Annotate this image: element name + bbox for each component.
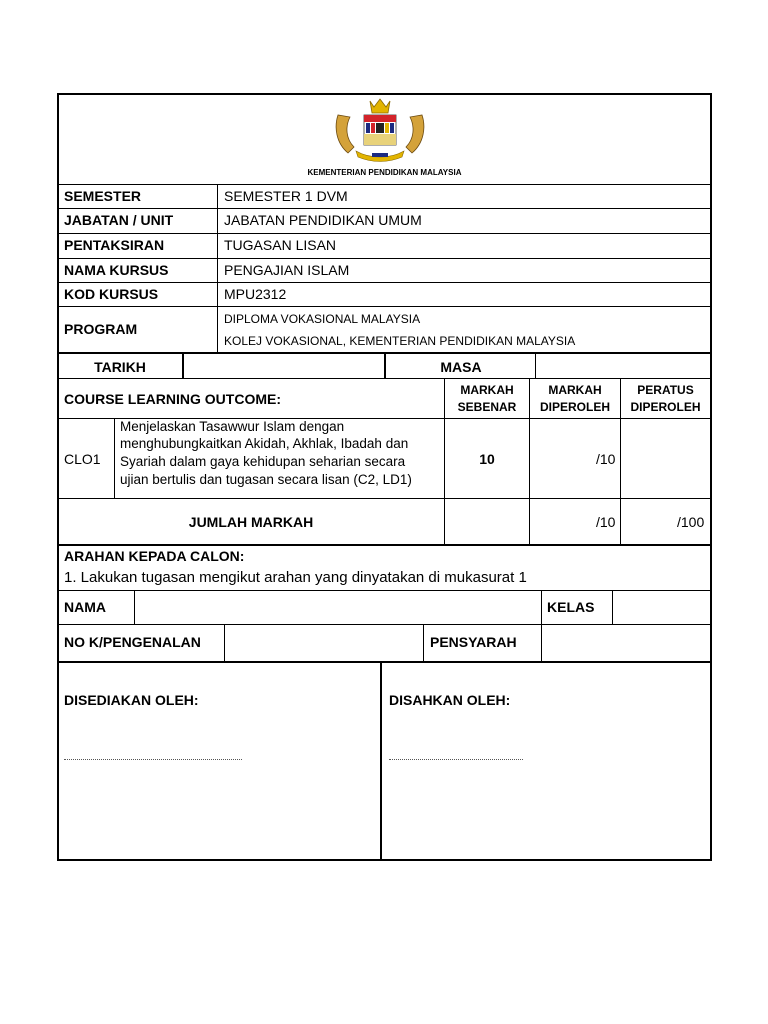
date-label: TARIKH [94,359,146,375]
clo-desc-line-1: Menjelaskan Tasawwur Islam dengan [120,419,345,434]
col-obtained-line-1: MARKAH [548,383,602,397]
program-line-2: KOLEJ VOKASIONAL, KEMENTERIAN PENDIDIKAN MALAYSIA [224,334,576,348]
total-label: JUMLAH MARKAH [188,514,314,530]
ministry-title: KEMENTERIAN PENDIDIKAN MALAYSIA [307,168,462,177]
time-field[interactable] [537,356,709,376]
lecturer-field[interactable] [543,626,709,659]
assessment-label: PENTAKSIRAN [64,237,165,253]
total-percent[interactable]: /100 [677,514,705,530]
clo-percent-field[interactable] [621,420,710,497]
semester-value: SEMESTER 1 DVM [224,188,348,204]
semester-label: SEMESTER [64,188,142,204]
col-percent-line-2: DIPEROLEH [630,400,701,414]
clo-id: CLO1 [64,451,101,467]
col-marks-line-2: SEBENAR [457,400,517,414]
course-label: NAMA KURSUS [64,262,169,278]
clo-obtained[interactable]: /10 [596,451,616,467]
clo-desc-line-4: ujian bertulis dan tugasan secara lisan (C2, LD1) [120,472,412,487]
course-code-label: KOD KURSUS [64,286,159,302]
id-number-label: NO K/PENGENALAN [64,634,201,650]
lecturer-label: PENSYARAH [430,634,517,650]
name-label: NAMA [64,599,106,615]
total-obtained[interactable]: /10 [596,514,616,530]
approved-by-label: DISAHKAN OLEH: [389,692,511,708]
assessment-value: TUGASAN LISAN [224,237,337,253]
program-line-1: DIPLOMA VOKASIONAL MALAYSIA [224,312,421,326]
unit-label: JABATAN / UNIT [64,212,174,228]
unit-value: JABATAN PENDIDIKAN UMUM [224,212,422,228]
course-value: PENGAJIAN ISLAM [224,262,350,278]
class-label: KELAS [547,599,595,615]
id-number-field[interactable] [226,626,422,659]
col-percent-line-1: PERATUS [637,383,694,397]
class-field[interactable] [614,592,709,622]
instructions-title: ARAHAN KEPADA CALON: [64,548,245,564]
prepared-by-label: DISEDIAKAN OLEH: [64,692,199,708]
date-field[interactable] [186,356,382,376]
clo-title: COURSE LEARNING OUTCOME: [64,391,281,407]
prepared-by-signature-line[interactable] [64,759,242,760]
col-obtained-line-2: DIPEROLEH [539,400,610,414]
clo-marks: 10 [479,451,495,467]
instruction-item-1: 1. Lakukan tugasan mengikut arahan yang dinyatakan di mukasurat 1 [64,569,527,586]
program-label: PROGRAM [64,321,138,337]
name-field[interactable] [136,592,540,622]
course-code-value: MPU2312 [224,286,287,302]
clo-desc-line-2: menghubungkaitkan Akidah, Akhlak, Ibadah dan [120,436,409,451]
clo-desc-line-3: Syariah dalam gaya kehidupan seharian secara [120,454,406,469]
approved-by-signature-line[interactable] [389,759,523,760]
time-label: MASA [440,359,482,375]
col-marks-line-1: MARKAH [460,383,514,397]
malaysia-coat-of-arms-icon [330,97,430,165]
